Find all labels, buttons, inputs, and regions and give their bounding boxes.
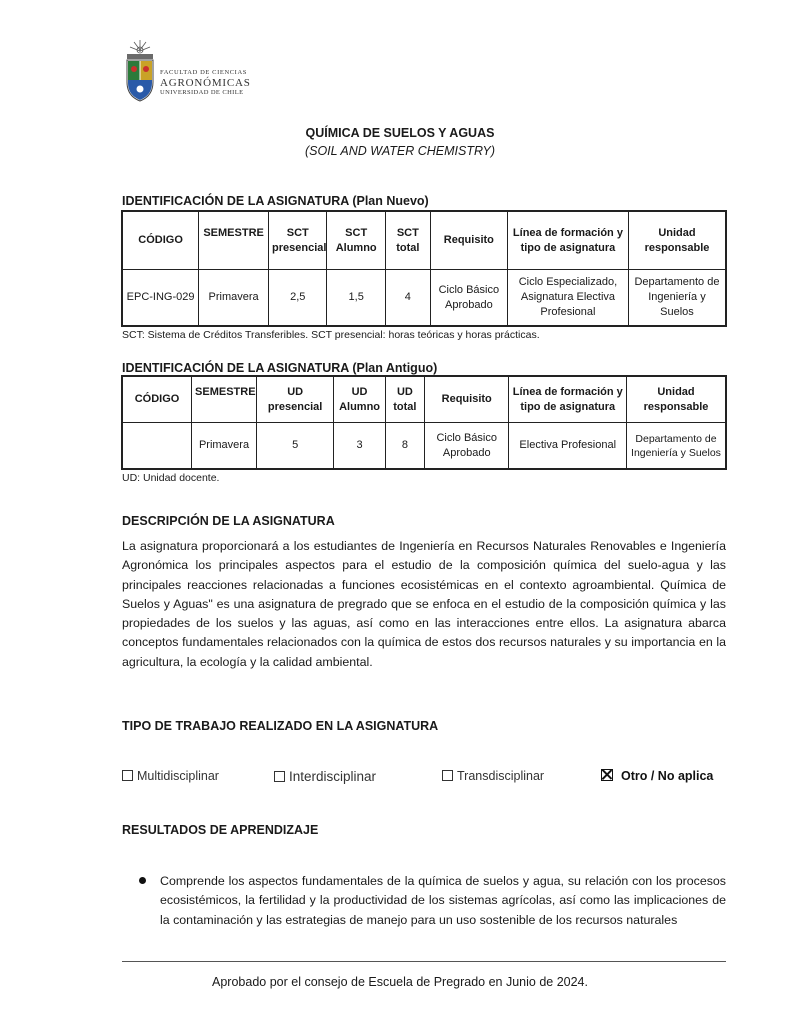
cell-unidad-responsable: Departamento de Ingeniería y Suelos bbox=[626, 423, 725, 469]
header-cell: UD total bbox=[385, 377, 424, 423]
cell-sct-presencial: 2,5 bbox=[269, 270, 327, 326]
descripcion-heading: DESCRIPCIÓN DE LA ASIGNATURA bbox=[122, 514, 335, 528]
plan-antiguo-heading: IDENTIFICACIÓN DE LA ASIGNATURA (Plan Antiguo) bbox=[122, 361, 438, 375]
checkbox-empty-icon bbox=[274, 771, 285, 782]
cell-requisito: Ciclo Básico Aprobado bbox=[430, 270, 507, 326]
checkbox-checked-icon bbox=[601, 769, 613, 781]
option-multidisciplinar[interactable] bbox=[122, 769, 219, 783]
header-cell: UD Alumno bbox=[334, 377, 386, 423]
cell-ud-total: 8 bbox=[385, 423, 424, 469]
header-cell: CÓDIGO bbox=[123, 212, 199, 270]
table-row bbox=[123, 423, 726, 469]
logo-line-1: FACULTAD DE CIENCIAS bbox=[160, 69, 247, 76]
header-cell: SCT total bbox=[385, 212, 430, 270]
header-cell: Línea de formación y tipo de asignatura bbox=[507, 212, 628, 270]
plan-nuevo-note: SCT: Sistema de Créditos Transferibles. SCT presencial: horas teóricas y horas prácticas. bbox=[122, 329, 540, 341]
resultados-heading: RESULTADOS DE APRENDIZAJE bbox=[122, 823, 319, 837]
plan-antiguo-note: UD: Unidad docente. bbox=[122, 472, 220, 484]
plan-nuevo-table bbox=[122, 211, 726, 326]
cell-unidad-responsable: Departamento de Ingeniería y Suelos bbox=[628, 270, 725, 326]
logo-line-2: AGRONÓMICAS bbox=[160, 76, 251, 89]
header-cell: Línea de formación y tipo de asignatura bbox=[509, 377, 627, 423]
cell-semestre: Primavera bbox=[192, 423, 257, 469]
header-cell: Unidad responsable bbox=[628, 212, 725, 270]
checkbox-empty-icon bbox=[442, 770, 453, 781]
cell-codigo: EPC-ING-029 bbox=[123, 270, 199, 326]
page-title: QUÍMICA DE SUELOS Y AGUAS bbox=[305, 126, 495, 140]
footer-text: Aprobado por el consejo de Escuela de Pregrado en Junio de 2024. bbox=[212, 975, 588, 989]
header-cell: SCT Alumno bbox=[327, 212, 385, 270]
cell-semestre: Primavera bbox=[199, 270, 269, 326]
plan-nuevo-heading: IDENTIFICACIÓN DE LA ASIGNATURA (Plan Nuevo) bbox=[122, 194, 429, 208]
option-transdisciplinar[interactable] bbox=[442, 769, 544, 783]
descripcion-text: La asignatura proporcionará a los estudiantes de Ingeniería en Recursos Naturales Renovables e Ingeniería Agronómica los principales aspectos para el estudio de la composición química del suelo-agua y las principales reacciones relacionadas a funciones ecosistémicas en el contexto agroambiental. Química de Suelos y Aguas" es una asignatura de pregrado que se enfoca en el estudio de la composición química y las propiedades de los suelos y las aguas, así como en las interacciones entre ellos. La asignatura abarca conceptos fundamentales relacionados con la química de estos dos recursos naturales y su importancia en la agricultura, la ecología y la calidad ambiental. bbox=[122, 539, 726, 669]
university-logo bbox=[122, 38, 251, 104]
header-cell: SCT presencial bbox=[269, 212, 327, 270]
list-item: Comprende los aspectos fundamentales de la química de suelos y agua, su relación con los procesos ecosistémicos, la fertilidad y la productividad de los sistemas agrícolas, así como las implicaciones de la contaminación y las estrategias de manejo para un uso sostenible de los recursos naturales bbox=[160, 874, 726, 927]
option-label: Multidisciplinar bbox=[137, 769, 219, 783]
header-cell: CÓDIGO bbox=[123, 377, 192, 423]
cell-codigo bbox=[123, 423, 192, 469]
option-interdisciplinar[interactable] bbox=[274, 769, 376, 784]
header-cell: SEMESTRE bbox=[192, 377, 257, 423]
option-label: Transdisciplinar bbox=[457, 769, 545, 783]
cell-sct-alumno: 1,5 bbox=[327, 270, 385, 326]
option-otro-no-aplica[interactable] bbox=[601, 769, 713, 783]
header-cell: Requisito bbox=[430, 212, 507, 270]
header-cell: SEMESTRE bbox=[199, 212, 269, 270]
option-label: Interdisciplinar bbox=[289, 769, 377, 784]
tipo-trabajo-heading: TIPO DE TRABAJO REALIZADO EN LA ASIGNATURA bbox=[122, 719, 439, 733]
table-row bbox=[123, 270, 726, 326]
cell-sct-total: 4 bbox=[385, 270, 430, 326]
checkbox-empty-icon bbox=[122, 770, 133, 781]
header-cell: Unidad responsable bbox=[626, 377, 725, 423]
cell-ud-presencial: 5 bbox=[256, 423, 333, 469]
tipo-trabajo-options bbox=[0, 769, 800, 789]
bullet-icon bbox=[139, 877, 146, 884]
cell-requisito: Ciclo Básico Aprobado bbox=[424, 423, 509, 469]
coat-of-arms-icon bbox=[122, 38, 158, 104]
cell-linea-formacion: Ciclo Especializado, Asignatura Electiva Profesional bbox=[507, 270, 628, 326]
page-subtitle: (SOIL AND WATER CHEMISTRY) bbox=[304, 144, 496, 158]
header-cell: Requisito bbox=[424, 377, 509, 423]
plan-antiguo-table bbox=[122, 376, 726, 469]
header-cell: UD presencial bbox=[256, 377, 333, 423]
option-label: Otro / No aplica bbox=[621, 769, 714, 783]
table-header-row bbox=[123, 377, 726, 423]
footer-divider bbox=[122, 961, 726, 962]
cell-linea-formacion: Electiva Profesional bbox=[509, 423, 627, 469]
logo-line-3: UNIVERSIDAD DE CHILE bbox=[160, 88, 244, 96]
table-header-row bbox=[123, 212, 726, 270]
cell-ud-alumno: 3 bbox=[334, 423, 386, 469]
